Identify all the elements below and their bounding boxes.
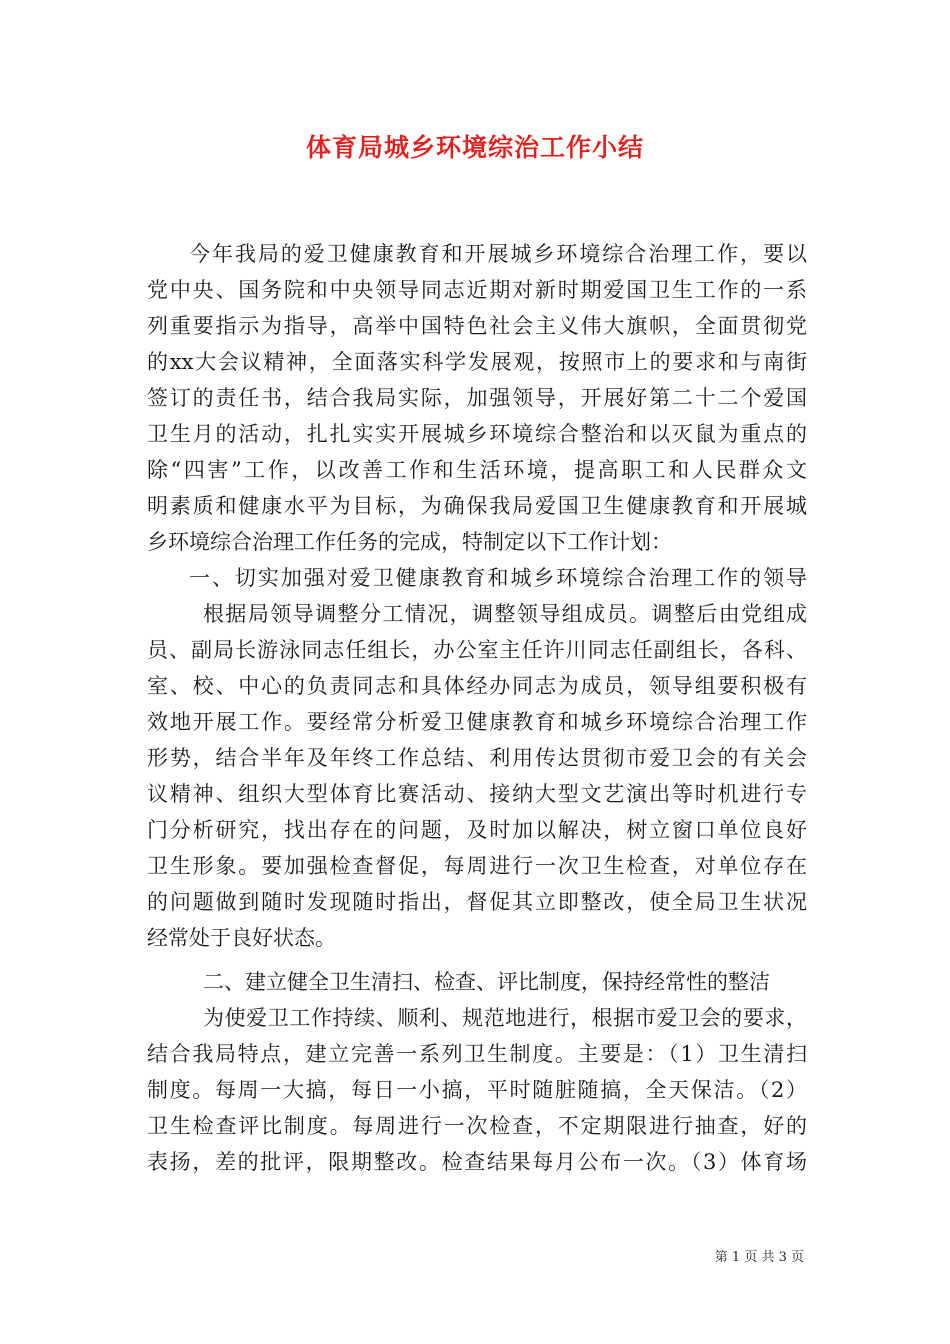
paragraph-line: 议精神、组织大型体育比赛活动、接纳大型文艺演出等时机进行专 <box>147 782 807 806</box>
paragraph-line: 结合我局特点，建立完善一系列卫生制度。主要是：（1）卫生清扫 <box>147 1042 807 1066</box>
paragraph-line: 明素质和健康水平为目标，为确保我局爱国卫生健康教育和开展城 <box>147 494 807 518</box>
paragraph-line: 员、副局长游泳同志任组长，办公室主任许川同志任副组长，各科、 <box>147 638 807 662</box>
paragraph-line: 表扬，差的批评，限期整改。检查结果每月公布一次。（3）体育场 <box>147 1150 807 1174</box>
paragraph-line: 制度。每周一大搞，每日一小搞，平时随脏随搞，全天保洁。（2） <box>147 1078 807 1102</box>
paragraph-line: 乡环境综合治理工作任务的完成，特制定以下工作计划： <box>147 530 672 554</box>
section-heading: 一、切实加强对爱卫健康教育和城乡环境综合治理工作的领导 <box>189 566 807 590</box>
paragraph-line: 形势，结合半年及年终工作总结、利用传达贯彻市爱卫会的有关会 <box>147 746 807 770</box>
paragraph-line: 除“四害”工作，以改善工作和生活环境，提高职工和人民群众文 <box>147 458 807 482</box>
paragraph-line: 签订的责任书，结合我局实际，加强领导，开展好第二十二个爱国 <box>147 386 807 410</box>
paragraph-line: 的xx大会议精神，全面落实科学发展观，按照市上的要求和与南街 <box>147 350 807 374</box>
paragraph-line: 室、校、中心的负责同志和具体经办同志为成员，领导组要积极有 <box>147 674 807 698</box>
paragraph-line: 为使爱卫工作持续、顺利、规范地进行，根据市爱卫会的要求， <box>203 1006 807 1030</box>
paragraph-line: 卫生月的活动，扎扎实实开展城乡环境综合整治和以灭鼠为重点的 <box>147 422 807 446</box>
paragraph-line: 根据局领导调整分工情况，调整领导组成员。调整后由党组成 <box>203 602 807 626</box>
paragraph-line: 门分析研究，找出存在的问题，及时加以解决，树立窗口单位良好 <box>147 818 807 842</box>
paragraph-line: 效地开展工作。要经常分析爱卫健康教育和城乡环境综合治理工作 <box>147 710 807 734</box>
document-title: 体育局城乡环境综治工作小结 <box>305 133 644 162</box>
paragraph-line: 经常处于良好状态。 <box>147 926 336 950</box>
section-heading: 二、建立健全卫生清扫、检查、评比制度，保持经常性的整洁 <box>203 970 770 994</box>
paragraph-line: 卫生形象。要加强检查督促，每周进行一次卫生检查，对单位存在 <box>147 854 807 878</box>
paragraph-line: 卫生检查评比制度。每周进行一次检查，不定期限进行抽查，好的 <box>147 1114 807 1138</box>
paragraph-line: 党中央、国务院和中央领导同志近期对新时期爱国卫生工作的一系 <box>147 278 807 302</box>
paragraph-line: 的问题做到随时发现随时指出，督促其立即整改，使全局卫生状况 <box>147 890 807 914</box>
page-number: 第 1 页 共 3 页 <box>714 1250 804 1265</box>
document-body <box>147 236 807 1180</box>
paragraph-line: 今年我局的爱卫健康教育和开展城乡环境综合治理工作，要以 <box>189 242 807 266</box>
paragraph-line: 列重要指示为指导，高举中国特色社会主义伟大旗帜，全面贯彻党 <box>147 314 807 338</box>
